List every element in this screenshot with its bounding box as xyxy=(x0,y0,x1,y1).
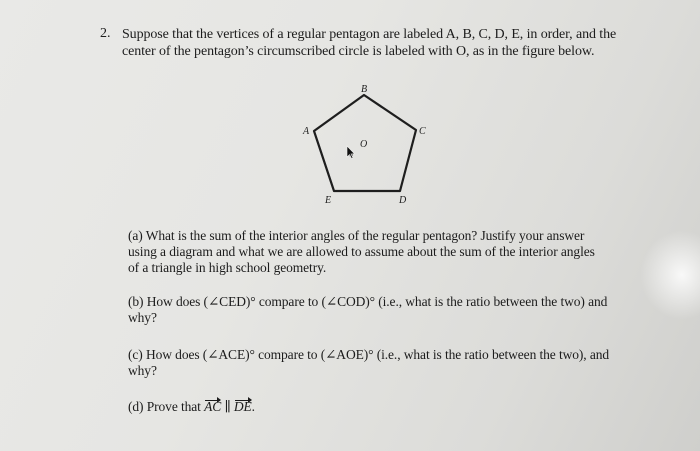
part-c xyxy=(128,347,638,379)
vertex-label-o: O xyxy=(360,139,368,150)
part-a-line3: of a triangle in high school geometry. xyxy=(128,260,327,275)
vertex-label-a: A xyxy=(303,126,310,137)
part-d-suffix: . xyxy=(251,399,255,414)
vector-de: DE xyxy=(233,399,252,414)
part-d-prefix: (d) Prove that xyxy=(128,399,205,414)
part-c-line2: why? xyxy=(128,363,157,378)
part-a xyxy=(128,228,638,276)
part-b xyxy=(128,294,638,326)
vertex-label-c: C xyxy=(419,126,426,137)
part-d-line xyxy=(128,399,638,415)
part-a-line1: (a) What is the sum of the interior angles of the regular pentagon? Justify your answer xyxy=(128,228,585,243)
vector-ac: AC xyxy=(204,399,222,414)
vertex-label-e: E xyxy=(325,195,332,206)
question-intro-line1: Suppose that the vertices of a regular pentagon are labeled A, B, C, D, E, in order, and the xyxy=(122,27,617,42)
part-a-line2: using a diagram and what we are allowed to assume about the sum of the interior angles xyxy=(128,244,595,259)
vertex-label-d: D xyxy=(399,195,407,206)
question-number: 2. xyxy=(100,26,111,41)
part-c-line1: (c) How does (∠ACE)° compare to (∠AOE)° (i.e., what is the ratio between the two), and xyxy=(128,347,610,362)
part-b-line2: why? xyxy=(128,310,157,325)
mouse-cursor-icon xyxy=(347,146,355,159)
vertex-label-b: B xyxy=(361,84,368,95)
question-intro-line2: center of the pentagon’s circumscribed circle is labeled with O, as in the figure below. xyxy=(122,44,595,59)
part-b-line1: (b) How does (∠CED)° compare to (∠COD)° (i.e., what is the ratio between the two) and xyxy=(128,294,608,309)
parallel-symbol: ∥ xyxy=(221,399,234,414)
part-d xyxy=(128,399,638,415)
